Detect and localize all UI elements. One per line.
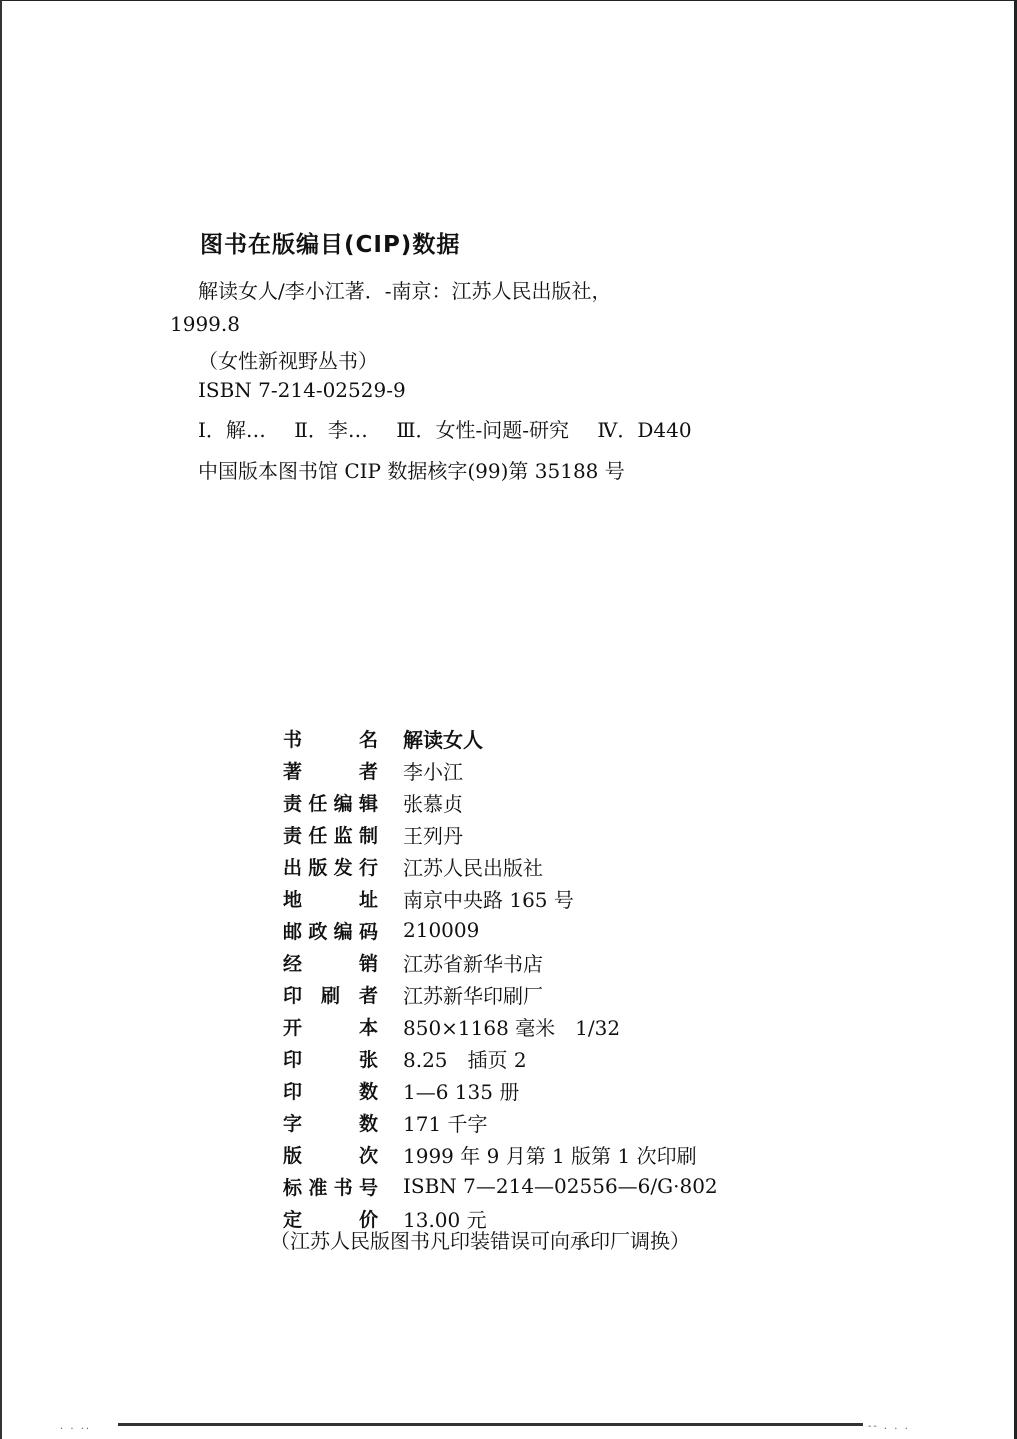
colophon-label: 责 任 监 制	[283, 824, 378, 847]
bottom-edge-marks: . . ..	[60, 1421, 92, 1432]
colophon-row	[283, 914, 803, 946]
colophon-row	[283, 1010, 803, 1042]
colophon-value: 王列丹	[403, 823, 463, 848]
colophon-value: 171 千字	[403, 1111, 488, 1136]
colophon-value: 210009	[403, 918, 480, 942]
colophon-row	[283, 786, 803, 818]
colophon-value: ISBN 7—214—02556—6/G·802	[403, 1174, 718, 1198]
colophon-row	[283, 850, 803, 882]
cip-record-number: 中国版本图书馆 CIP 数据核字(99)第 35188 号	[198, 459, 625, 483]
colophon-label: 标 准 书 号	[283, 1176, 378, 1199]
colophon-label: 开 本	[283, 1016, 378, 1039]
cip-title: 图书在版编目(CIP)数据	[200, 232, 461, 258]
bottom-rule	[118, 1423, 863, 1426]
colophon-row	[283, 946, 803, 978]
colophon-label: 经 销	[283, 952, 378, 975]
colophon-row	[283, 978, 803, 1010]
colophon-row	[283, 818, 803, 850]
colophon-row	[283, 1074, 803, 1106]
colophon-label: 印 张	[283, 1048, 378, 1071]
colophon-table	[283, 722, 803, 1234]
colophon-label: 印 数	[283, 1080, 378, 1103]
colophon-value: 8.25 插页 2	[403, 1047, 527, 1072]
classification-item: Ⅰ．解…	[198, 418, 266, 442]
cip-isbn: ISBN 7-214-02529-9	[198, 378, 406, 402]
cip-bibliographic-line: 解读女人/李小江著．-南京：江苏人民出版社，	[198, 279, 612, 303]
colophon-value: 张慕贞	[403, 791, 463, 816]
colophon-label: 印 刷 者	[283, 984, 378, 1007]
cip-series: （女性新视野丛书）	[198, 349, 378, 373]
classification-item: Ⅲ．女性-问题-研究	[396, 418, 570, 442]
colophon-label: 出 版 发 行	[283, 856, 378, 879]
classification-item: Ⅱ．李…	[294, 418, 368, 442]
colophon-value: 1999 年 9 月第 1 版第 1 次印刷	[403, 1143, 697, 1168]
colophon-value: 李小江	[403, 759, 463, 784]
colophon-label: 责 任 编 辑	[283, 792, 378, 815]
cip-publication-date: 1999.8	[170, 312, 240, 336]
cip-block	[0, 0, 1017, 520]
colophon-label: 版 次	[283, 1144, 378, 1167]
colophon-value: 南京中央路 165 号	[403, 887, 574, 912]
cip-classification	[198, 414, 714, 443]
colophon-row	[283, 1170, 803, 1202]
colophon-row	[283, 1042, 803, 1074]
colophon-row	[283, 882, 803, 914]
colophon-label: 定 价	[283, 1208, 378, 1231]
colophon-value: 江苏新华印刷厂	[403, 983, 543, 1008]
colophon-value: 850×1168 毫米 1/32	[403, 1015, 621, 1040]
colophon-row	[283, 1106, 803, 1138]
colophon-value: 1—6 135 册	[403, 1079, 520, 1104]
bottom-edge-marks-right: -- . . .	[868, 1421, 910, 1432]
colophon-value: 13.00 元	[403, 1207, 487, 1232]
colophon-label: 地 址	[283, 888, 378, 911]
colophon-row	[283, 1138, 803, 1170]
colophon-label: 书 名	[283, 728, 378, 751]
colophon-value: 江苏人民出版社	[403, 855, 543, 880]
colophon-value: 解读女人	[403, 727, 483, 752]
colophon-value: 江苏省新华书店	[403, 951, 543, 976]
classification-item: Ⅳ．D440	[597, 418, 692, 442]
colophon-label: 邮 政 编 码	[283, 920, 378, 943]
colophon-row	[283, 722, 803, 754]
colophon-label: 著 者	[283, 760, 378, 783]
colophon-label: 字 数	[283, 1112, 378, 1135]
colophon-row	[283, 754, 803, 786]
colophon-note: （江苏人民版图书凡印装错误可向承印厂调换）	[270, 1229, 690, 1253]
